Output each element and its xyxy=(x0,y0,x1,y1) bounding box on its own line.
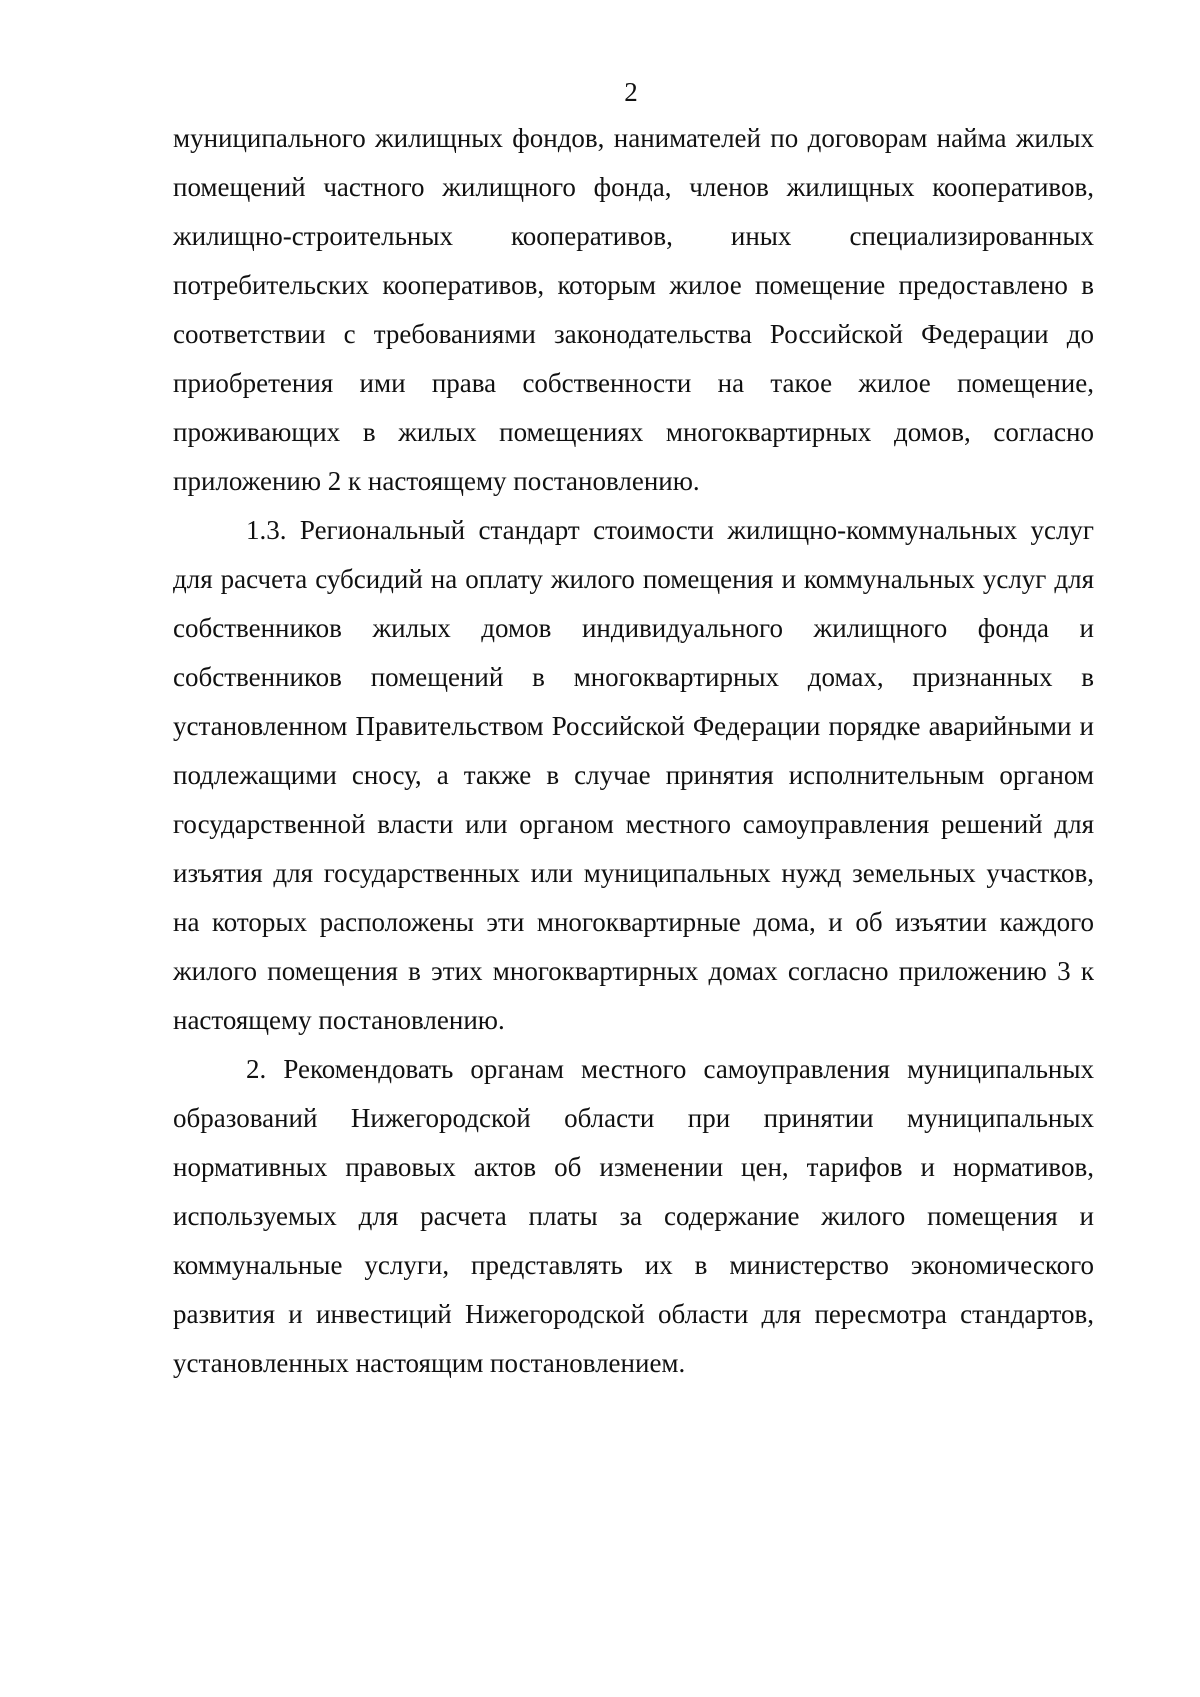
paragraph-2: 2. Рекомендовать органам местного самоуправления муниципальных образований Нижегородской области при принятии муниципальных нормативных правовых актов об изменении цен, тарифов и нормативов, используемых для расчета платы за содержание жилого помещения и коммунальные услуги, представлять их в министерство экономического развития и инвестиций Нижегородской области для пересмотра стандартов, установленных настоящим постановлением. xyxy=(173,1054,1094,1378)
paragraph-continuation: муниципального жилищных фондов, нанимателей по договорам найма жилых помещений частного жилищного фонда, членов жилищных кооперативов, жилищно-строительных кооперативов, иных специализированных потребительских кооперативов, которым жилое помещение предоставлено в соответствии с требованиями законодательства Российской Федерации до приобретения ими права собственности на такое жилое помещение, проживающих в жилых помещениях многоквартирных домов, согласно приложению 2 к настоящему постановлению. xyxy=(173,123,1094,496)
document-body xyxy=(173,114,1094,1388)
paragraph-1-3: 1.3. Региональный стандарт стоимости жилищно-коммунальных услуг для расчета субсидий на оплату жилого помещения и коммунальных услуг для собственников жилых домов индивидуального жилищного фонда и собственников помещений в многоквартирных домах, признанных в установленном Правительством Российской Федерации порядке аварийными и подлежащими сносу, а также в случае принятия исполнительным органом государственной власти или органом местного самоуправления решений для изъятия для государственных или муниципальных нужд земельных участков, на которых расположены эти многоквартирные дома, и об изъятии каждого жилого помещения в этих многоквартирных домах согласно приложению 3 к настоящему постановлению. xyxy=(173,515,1094,1035)
page-number: 2 xyxy=(624,77,638,107)
